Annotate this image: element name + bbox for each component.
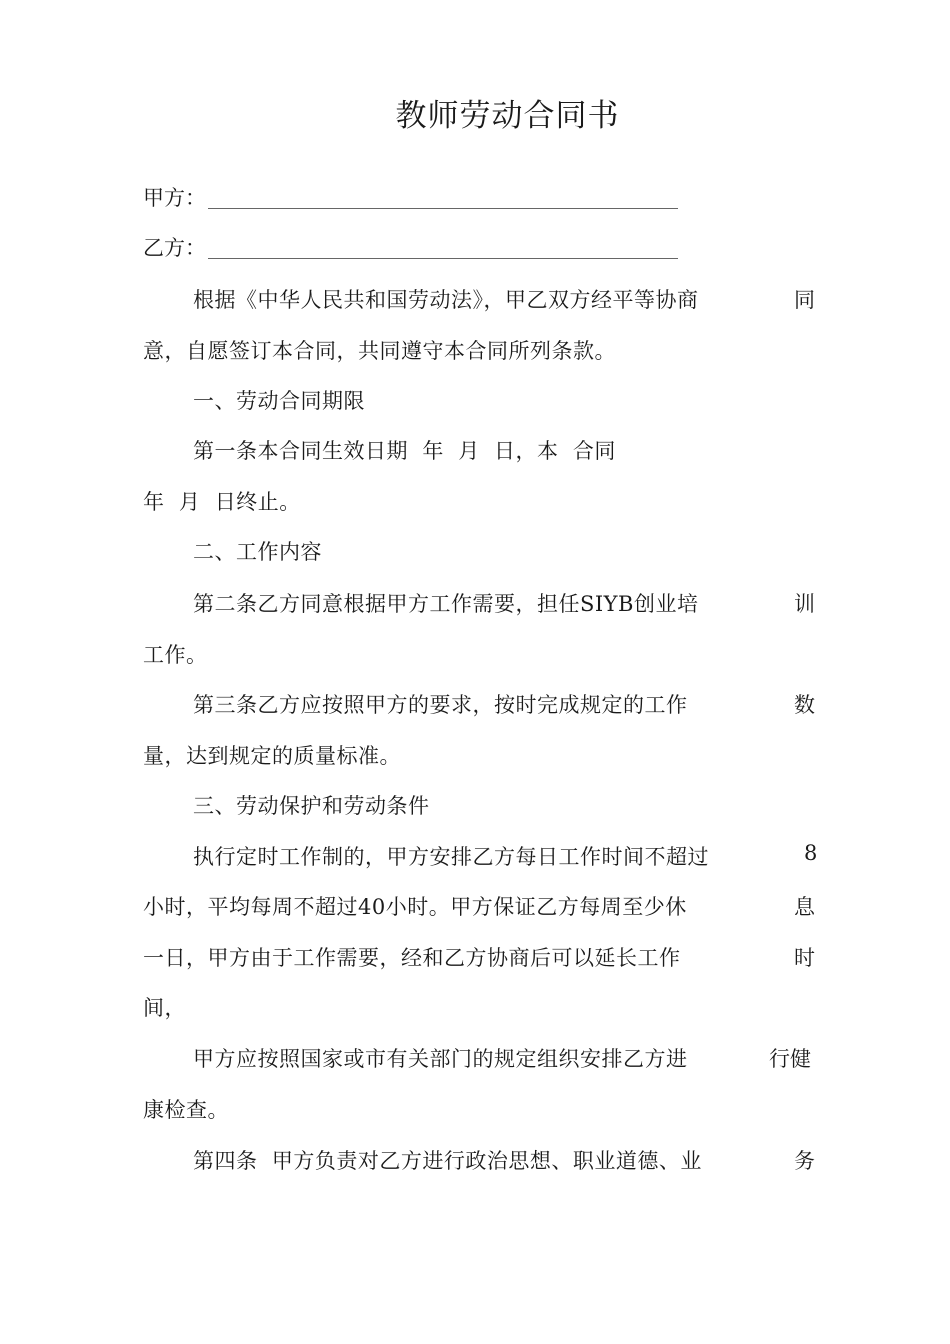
body-line: 小时，平均每周不超过40小时。甲方保证乙方每周至少休	[143, 895, 687, 919]
body-line: 工作。	[143, 643, 208, 667]
document-title: 教师劳动合同书	[395, 98, 620, 134]
body-line: 根据《中华人民共和国劳动法》，甲乙双方经平等协商	[193, 288, 699, 312]
party-a-label: 甲方：	[143, 186, 206, 210]
body-line: 第四条 甲方负责对乙方进行政治思想、职业道德、业	[193, 1149, 702, 1173]
body-line: 第一条本合同生效日期 年 月 日，本 合同	[193, 439, 616, 463]
body-line-tail: 务	[794, 1149, 815, 1173]
party-b-line	[143, 232, 678, 262]
body-line: 甲方应按照国家或市有关部门的规定组织安排乙方进	[193, 1047, 688, 1071]
party-a-blank	[208, 207, 678, 209]
body-line: 第二条乙方同意根据甲方工作需要，担任SIYB创业培	[193, 592, 699, 616]
body-line: 第三条乙方应按照甲方的要求，按时完成规定的工作	[193, 693, 688, 717]
party-b-blank	[208, 257, 678, 259]
body-line-tail: 数	[794, 693, 815, 717]
body-line: 一日，甲方由于工作需要，经和乙方协商后可以延长工作	[143, 946, 681, 970]
party-b-label: 乙方：	[143, 236, 206, 260]
body-line-tail: 行健	[769, 1047, 811, 1071]
body-line: 康检查。	[143, 1098, 229, 1122]
body-line: 年 月 日终止。	[143, 490, 301, 514]
body-line-tail: 时	[794, 946, 815, 970]
body-line: 意，自愿签订本合同，共同遵守本合同所列条款。	[143, 339, 616, 363]
body-line: 执行定时工作制的，甲方安排乙方每日工作时间不超过	[193, 845, 709, 869]
section-heading: 二、工作内容	[193, 540, 322, 564]
body-line: 量，达到规定的质量标准。	[143, 744, 401, 768]
body-line-tail: 训	[794, 592, 815, 616]
section-heading: 一、劳动合同期限	[193, 389, 365, 413]
section-heading: 三、劳动保护和劳动条件	[193, 794, 430, 818]
body-line-tail: 同	[794, 288, 815, 312]
body-line: 间，	[143, 996, 186, 1020]
body-line-tail: 息	[794, 895, 815, 919]
body-line-tail: 8	[804, 841, 818, 865]
party-a-line	[143, 182, 678, 212]
